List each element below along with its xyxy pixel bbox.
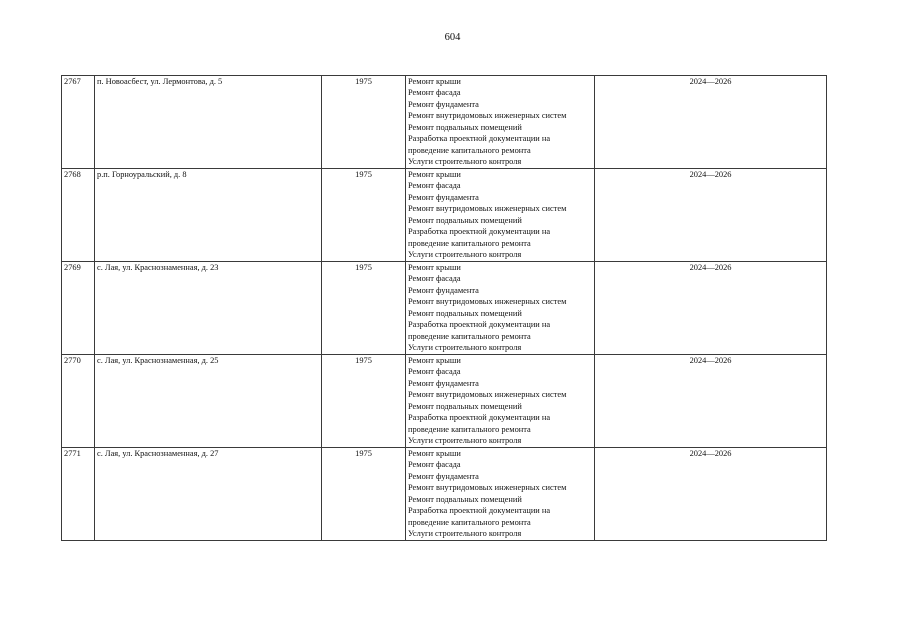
work-item: Ремонт внутридомовых инженерных систем [408, 483, 567, 493]
row-number-cell: 2771 [62, 448, 95, 541]
work-item: проведение капитального ремонта [408, 145, 531, 155]
table-row [62, 169, 827, 262]
work-item: проведение капитального ремонта [408, 331, 531, 341]
work-item: Ремонт крыши [408, 77, 461, 86]
page-number: 604 [444, 32, 461, 43]
work-item: Услуги строительного контроля [408, 157, 522, 167]
capital-repair-table [61, 75, 827, 541]
row-number-cell: 2767 [62, 76, 95, 169]
work-item: Ремонт фасада [408, 367, 461, 377]
table-row [62, 355, 827, 448]
year-cell: 1975 [322, 448, 406, 541]
work-item: Ремонт подвальных помещений [408, 401, 522, 411]
period-cell: 2024—2026 [595, 76, 827, 169]
work-item: проведение капитального ремонта [408, 424, 531, 434]
work-item: Ремонт фундамента [408, 99, 479, 109]
address-cell: п. Новоасбест, ул. Лермонтова, д. 5 [95, 76, 322, 169]
work-item: Ремонт внутридомовых инженерных систем [408, 390, 567, 400]
period-cell: 2024—2026 [595, 355, 827, 448]
work-item: Ремонт фундамента [408, 285, 479, 295]
work-item: Ремонт крыши [408, 449, 461, 458]
year-cell: 1975 [322, 355, 406, 448]
work-item: проведение капитального ремонта [408, 238, 531, 248]
work-item: Услуги строительного контроля [408, 436, 522, 446]
address-cell: с. Лая, ул. Краснознаменная, д. 23 [95, 262, 322, 355]
work-item: Ремонт фасада [408, 274, 461, 284]
address-cell: с. Лая, ул. Краснознаменная, д. 25 [95, 355, 322, 448]
work-item: Ремонт подвальных помещений [408, 122, 522, 132]
work-item: Услуги строительного контроля [408, 343, 522, 353]
work-item: Услуги строительного контроля [408, 250, 522, 260]
work-item: Ремонт крыши [408, 263, 461, 272]
work-item: Ремонт крыши [408, 356, 461, 365]
year-cell: 1975 [322, 169, 406, 262]
works-cell [406, 448, 595, 541]
period-cell: 2024—2026 [595, 448, 827, 541]
work-item: Ремонт внутридомовых инженерных систем [408, 297, 567, 307]
works-cell [406, 76, 595, 169]
work-item: Ремонт фасада [408, 88, 461, 98]
year-cell: 1975 [322, 76, 406, 169]
works-cell [406, 169, 595, 262]
table-row [62, 76, 827, 169]
row-number-cell: 2769 [62, 262, 95, 355]
year-cell: 1975 [322, 262, 406, 355]
period-cell: 2024—2026 [595, 169, 827, 262]
work-item: Ремонт внутридомовых инженерных систем [408, 204, 567, 214]
work-item: Разработка проектной документации на [408, 320, 551, 330]
table-row [62, 448, 827, 541]
work-item: Ремонт подвальных помещений [408, 494, 522, 504]
work-item: Ремонт подвальных помещений [408, 215, 522, 225]
row-number-cell: 2768 [62, 169, 95, 262]
work-item: Услуги строительного контроля [408, 529, 522, 539]
works-cell [406, 262, 595, 355]
table-body [62, 76, 827, 541]
work-item: Ремонт фундамента [408, 378, 479, 388]
work-item: Разработка проектной документации на [408, 227, 551, 237]
table-row [62, 262, 827, 355]
period-cell: 2024—2026 [595, 262, 827, 355]
work-item: Разработка проектной документации на [408, 506, 551, 516]
works-cell [406, 355, 595, 448]
work-item: Ремонт фасада [408, 181, 461, 191]
work-item: Ремонт внутридомовых инженерных систем [408, 111, 567, 121]
work-item: Ремонт фасада [408, 460, 461, 470]
address-cell: с. Лая, ул. Краснознаменная, д. 27 [95, 448, 322, 541]
work-item: Ремонт подвальных помещений [408, 308, 522, 318]
address-cell: р.п. Горноуральский, д. 8 [95, 169, 322, 262]
work-item: проведение капитального ремонта [408, 517, 531, 527]
work-item: Ремонт фундамента [408, 471, 479, 481]
work-item: Ремонт крыши [408, 170, 461, 179]
row-number-cell: 2770 [62, 355, 95, 448]
work-item: Ремонт фундамента [408, 192, 479, 202]
work-item: Разработка проектной документации на [408, 134, 551, 144]
work-item: Разработка проектной документации на [408, 413, 551, 423]
